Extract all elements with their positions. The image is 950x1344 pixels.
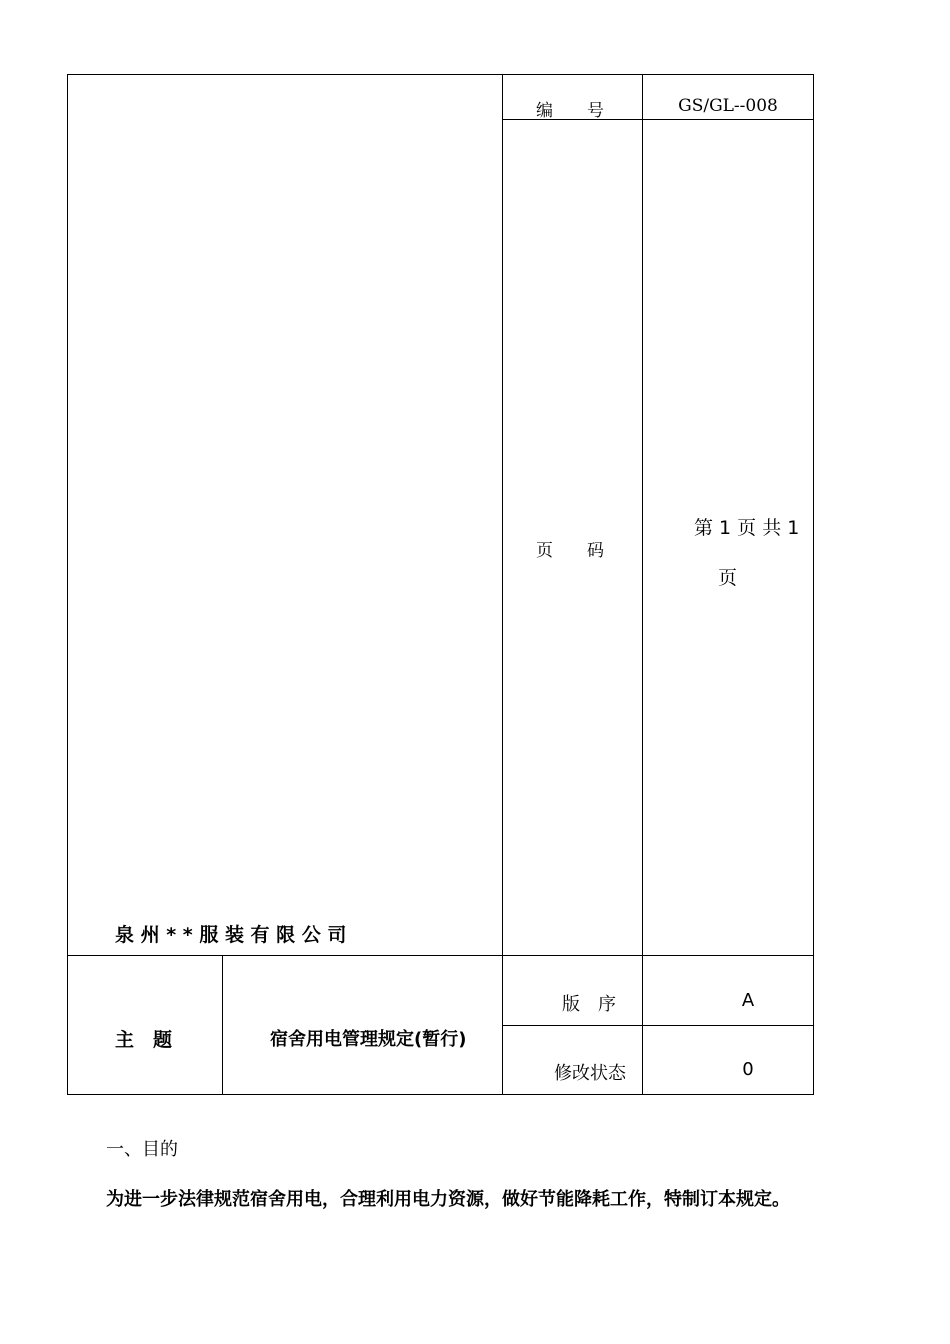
table-border-bottom (67, 1094, 814, 1095)
revision-value: 0 (742, 1059, 754, 1080)
divider-col-main (502, 74, 503, 1095)
code-label: 编 号 (536, 101, 604, 121)
company-name: 泉 州 * * 服 装 有 限 公 司 (115, 924, 347, 946)
divider-col-subject (222, 955, 223, 1095)
page-value-line2: 页 (718, 567, 738, 589)
section1-heading: 一、目的 (106, 1139, 178, 1160)
table-border-top (67, 74, 814, 75)
table-border-left (67, 74, 68, 1095)
subject-label: 主 题 (115, 1029, 173, 1051)
revision-label: 修改状态 (554, 1063, 626, 1084)
divider-row-header (67, 955, 814, 956)
table-border-right (813, 74, 814, 1095)
version-label: 版 序 (562, 994, 616, 1015)
code-value: GS/GL--008 (678, 96, 778, 116)
section1-text: 为进一步法律规范宿舍用电，合理利用电力资源，做好节能降耗工作，特制订本规定。 (106, 1189, 790, 1210)
subject-value: 宿舍用电管理规定(暂行) (270, 1029, 467, 1050)
divider-row-version (502, 1025, 814, 1026)
divider-col-value (642, 74, 643, 1095)
version-value: A (741, 990, 755, 1011)
page-label: 页 码 (536, 541, 604, 561)
page-value-line1: 第 1 页 共 1 (694, 517, 800, 539)
